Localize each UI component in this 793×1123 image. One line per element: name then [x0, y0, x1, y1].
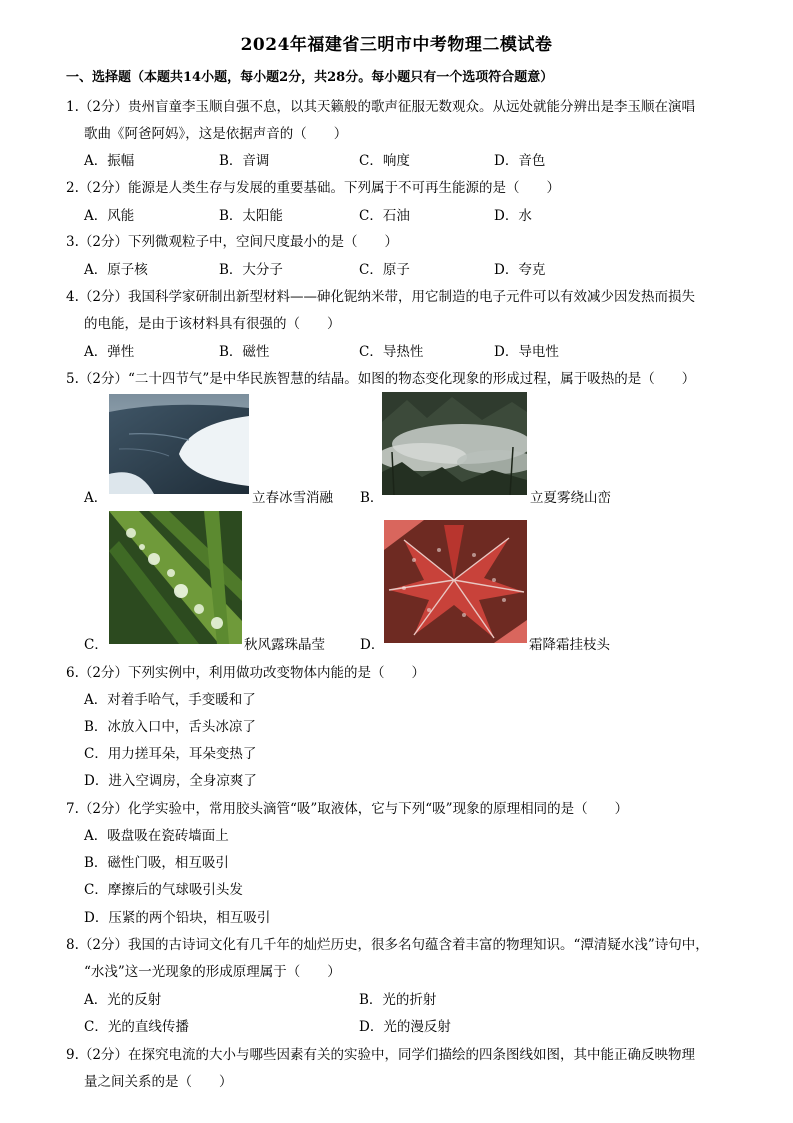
question-9-line-1: 9.（2分）在探究电流的大小与哪些因素有关的实验中，同学们描绘的四条图线如图，其中能正确反映物理	[66, 1047, 695, 1063]
frost-leaves-image	[384, 520, 527, 643]
question-1-option-d: D．音色	[494, 153, 546, 169]
question-7-option-a: A．吸盘吸在瓷砖墙面上	[84, 828, 229, 844]
question-2-option-c: C．石油	[359, 208, 410, 224]
question-2-option-d: D．水	[494, 208, 532, 224]
question-1-option-b: B．音调	[219, 153, 270, 169]
fog-mountain-image	[382, 392, 527, 495]
question-6-line-1: 6.（2分）下列实例中，利用做功改变物体内能的是（ ）	[66, 665, 425, 681]
question-3-option-b: B．大分子	[219, 262, 283, 278]
question-5-option-a: A．	[84, 490, 108, 506]
question-7-option-d: D．压紧的两个铅块，相互吸引	[84, 910, 271, 926]
question-1-line-2: 歌曲《阿爸阿妈》，这是依据声音的（ ）	[84, 126, 348, 142]
question-7-line-1: 7.（2分）化学实验中，常用胶头滴管“吸”取液体，它与下列“吸”现象的原理相同的是（ ）	[66, 801, 629, 817]
question-5-option-b: B．	[360, 490, 384, 506]
question-6-option-d: D．进入空调房，全身凉爽了	[84, 773, 257, 789]
question-3-option-c: C．原子	[359, 262, 410, 278]
question-6-option-a: A．对着手哈气，手变暖和了	[84, 692, 256, 708]
question-5-option-b-caption: 立夏雾绕山峦	[530, 490, 611, 506]
question-3-option-a: A．原子核	[84, 262, 148, 278]
question-4-option-b: B．磁性	[219, 344, 270, 360]
question-8-option-b: B．光的折射	[359, 992, 437, 1008]
question-2-line-1: 2.（2分）能源是人类生存与发展的重要基础。下列属于不可再生能源的是（ ）	[66, 180, 560, 196]
question-8-line-1: 8.（2分）我国的古诗词文化有几千年的灿烂历史，很多名句蕴含着丰富的物理知识。“潭清疑水浅”诗句中，	[66, 937, 709, 953]
question-8-line-2: “水浅”这一光现象的形成原理属于（ ）	[84, 964, 341, 980]
question-6-option-c: C．用力搓耳朵，耳朵变热了	[84, 746, 257, 762]
question-8-option-a: A．光的反射	[84, 992, 162, 1008]
question-4-option-a: A．弹性	[84, 344, 135, 360]
question-7-option-b: B．磁性门吸，相互吸引	[84, 855, 229, 871]
dew-grass-image	[109, 511, 242, 644]
question-5-line-1: 5.（2分）“二十四节气”是中华民族智慧的结晶。如图的物态变化现象的形成过程，属于吸热的是（ ）	[66, 371, 696, 387]
question-1-option-c: C．响度	[359, 153, 410, 169]
question-4-line-1: 4.（2分）我国科学家研制出新型材料——砷化铌纳米带，用它制造的电子元件可以有效减少因发热而损失	[66, 289, 695, 305]
exam-title: 2024年福建省三明市中考物理二模试卷	[240, 35, 553, 55]
question-4-option-c: C．导热性	[359, 344, 424, 360]
question-3-option-d: D．夸克	[494, 262, 546, 278]
question-5-option-d-caption: 霜降霜挂枝头	[529, 637, 610, 653]
question-1-option-a: A．振幅	[84, 153, 135, 169]
question-9-line-2: 量之间关系的是（ ）	[84, 1074, 233, 1090]
question-8-option-c: C．光的直线传播	[84, 1019, 189, 1035]
question-8-option-d: D．光的漫反射	[359, 1019, 451, 1035]
question-1-line-1: 1.（2分）贵州盲童李玉顺自强不息，以其天籁般的歌声征服无数观众。从远处就能分辨出是李玉顺在演唱	[66, 99, 695, 115]
question-7-option-c: C．摩擦后的气球吸引头发	[84, 882, 243, 898]
question-5-option-d: D．	[360, 637, 385, 653]
question-2-option-b: B．太阳能	[219, 208, 283, 224]
section-heading: 一、选择题（本题共14小题，每小题2分，共28分。每小题只有一个选项符合题意）	[66, 70, 554, 85]
question-4-line-2: 的电能，是由于该材料具有很强的（ ）	[84, 316, 341, 332]
question-5-option-c-caption: 秋风露珠晶莹	[244, 637, 325, 653]
question-5-option-c: C．	[84, 637, 108, 653]
question-4-option-d: D．导电性	[494, 344, 559, 360]
question-3-line-1: 3.（2分）下列微观粒子中，空间尺度最小的是（ ）	[66, 234, 398, 250]
question-6-option-b: B．冰放入口中，舌头冰凉了	[84, 719, 256, 735]
melting-snow-image	[109, 394, 249, 494]
question-5-option-a-caption: 立春冰雪消融	[252, 490, 333, 506]
question-2-option-a: A．风能	[84, 208, 135, 224]
